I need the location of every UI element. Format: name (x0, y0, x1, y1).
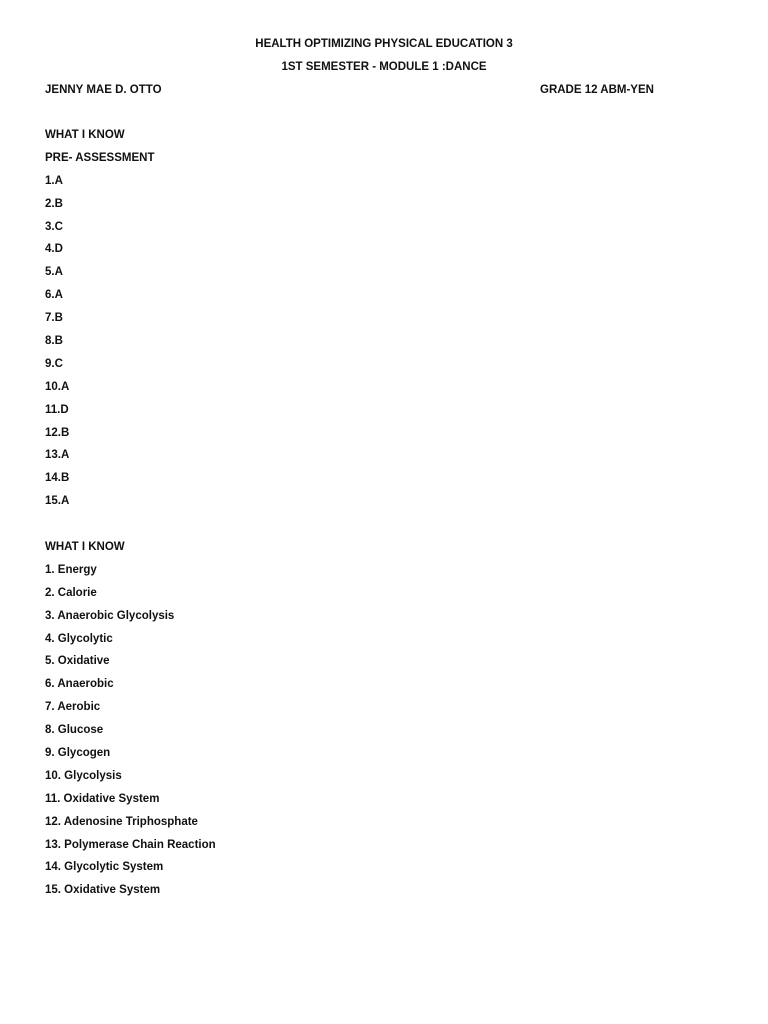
answer-item: 15. Oxidative System (45, 884, 161, 897)
answer-item: 13. Polymerase Chain Reaction (45, 838, 216, 851)
answer-item: 5.A (45, 266, 63, 279)
answer-item: 2. Calorie (45, 586, 97, 599)
answer-item: 7.B (45, 312, 63, 325)
answer-item: 4.D (45, 243, 63, 256)
answer-item: 14. Glycolytic System (45, 861, 164, 874)
answer-item: 12.B (45, 426, 70, 439)
answer-item: 8. Glucose (45, 724, 104, 737)
answer-item: 1. Energy (45, 563, 97, 576)
answer-item: 2.B (45, 197, 63, 210)
what-i-know-section (45, 540, 216, 906)
section-heading: WHAT I KNOW (45, 129, 125, 141)
answer-item: 6.A (45, 289, 63, 302)
document-title: HEALTH OPTIMIZING PHYSICAL EDUCATION 3 (255, 38, 513, 50)
answer-item: 8.B (45, 335, 63, 348)
student-name: JENNY MAE D. OTTO (45, 84, 162, 96)
pre-assessment-section (45, 128, 154, 517)
answer-item: 10.A (45, 380, 70, 393)
grade-section: GRADE 12 ABM-YEN (540, 84, 654, 96)
answer-item: 10. Glycolysis (45, 769, 122, 782)
answer-item: 3. Anaerobic Glycolysis (45, 609, 175, 622)
answer-item: 9.C (45, 357, 63, 370)
answer-item: 9. Glycogen (45, 747, 111, 760)
answer-item: 3.C (45, 220, 63, 233)
answer-item: 14.B (45, 472, 70, 485)
section-subheading: PRE- ASSESSMENT (45, 151, 155, 164)
answer-item: 6. Anaerobic (45, 678, 114, 691)
answer-item: 4. Glycolytic (45, 632, 113, 645)
answer-item: 15.A (45, 495, 70, 508)
answer-item: 7. Aerobic (45, 701, 101, 714)
answer-item: 5. Oxidative (45, 655, 110, 668)
answer-item: 12. Adenosine Triphosphate (45, 815, 198, 828)
answer-item: 11.D (45, 403, 69, 416)
answer-item: 1.A (45, 174, 63, 187)
answer-item: 13.A (45, 449, 70, 462)
document-subtitle: 1ST SEMESTER - MODULE 1 :DANCE (281, 61, 487, 73)
section-heading: WHAT I KNOW (45, 541, 125, 553)
answer-item: 11. Oxidative System (45, 792, 160, 805)
